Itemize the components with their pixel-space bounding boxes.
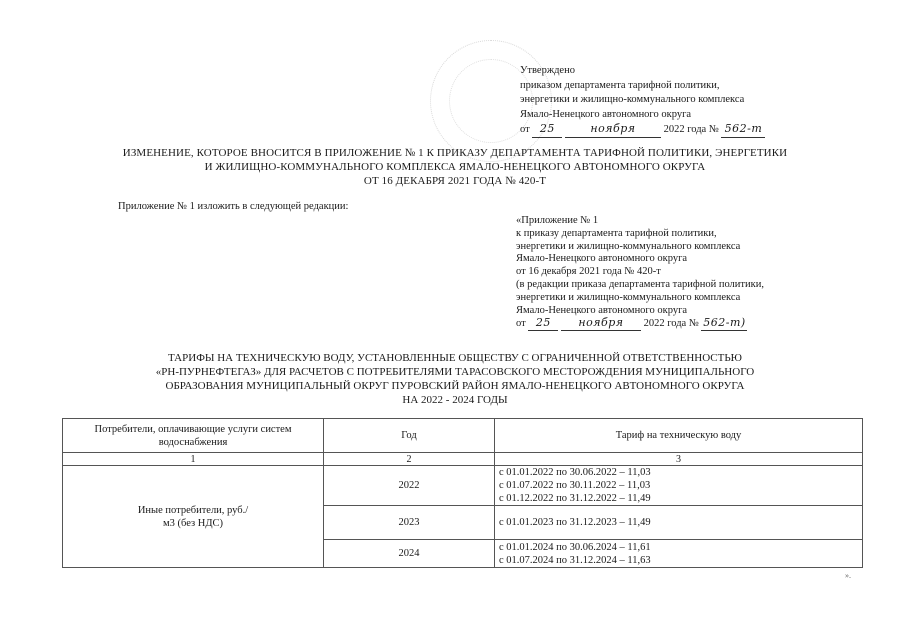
handwritten-month: ноября bbox=[561, 317, 641, 331]
tariff-period: с 01.07.2024 по 31.12.2024 – 11,63 bbox=[499, 554, 651, 566]
column-number: 3 bbox=[495, 453, 863, 466]
appendix-line: энергетики и жилищно-коммунального комплекса bbox=[516, 240, 741, 252]
tariff-period: с 01.01.2023 по 31.12.2023 – 11,49 bbox=[499, 517, 651, 528]
table-row bbox=[63, 466, 863, 506]
title-line: ИЗМЕНЕНИЕ, КОТОРОЕ ВНОСИТСЯ В ПРИЛОЖЕНИЕ № 1 К ПРИКАЗУ ДЕПАРТАМЕНТА ТАРИФНОЙ ПОЛИТИКИ, ЭНЕРГЕТИКИ bbox=[122, 147, 788, 159]
consumer-cell bbox=[63, 466, 324, 568]
tariff-cell bbox=[495, 506, 863, 540]
approval-line: приказом департамента тарифной политики, bbox=[520, 79, 720, 91]
appendix-line: Ямало-Ненецкого автономного округа bbox=[516, 304, 688, 316]
title-line: НА 2022 - 2024 ГОДЫ bbox=[402, 394, 508, 406]
handwritten-number: 562-т bbox=[721, 122, 765, 138]
header-tariff: Тариф на техническую воду bbox=[495, 419, 863, 453]
tariff-period: с 01.01.2022 по 30.06.2022 – 11,03 bbox=[499, 467, 651, 478]
tariff-period: с 01.12.2022 по 31.12.2022 – 11,49 bbox=[499, 493, 651, 504]
year-cell: 2024 bbox=[324, 540, 495, 568]
intro-text: Приложение № 1 изложить в следующей редакции: bbox=[118, 201, 349, 212]
appendix-header bbox=[516, 215, 764, 331]
tariff-period: с 01.07.2022 по 30.11.2022 – 11,03 bbox=[499, 480, 651, 491]
tariff-period: с 01.01.2024 по 30.06.2024 – 11,61 bbox=[499, 541, 651, 553]
consumer-label: Иные потребители, руб./м3 (без НДС) bbox=[137, 504, 249, 529]
header-consumers: Потребители, оплачивающие услуги систем водоснабжения bbox=[63, 419, 324, 453]
appendix-line: (в редакции приказа департамента тарифной политики, bbox=[516, 278, 764, 290]
appendix-line: «Приложение № 1 bbox=[516, 215, 599, 226]
title-line: «РН-ПУРНЕФТЕГАЗ» ДЛЯ РАСЧЕТОВ С ПОТРЕБИТЕЛЯМИ ТАРАСОВСКОГО МЕСТОРОЖДЕНИЯ МУНИЦИПАЛЬНОГО bbox=[155, 366, 755, 378]
tariff-cell bbox=[495, 466, 863, 506]
title-line: ОБРАЗОВАНИЯ МУНИЦИПАЛЬНЫЙ ОКРУГ ПУРОВСКИЙ РАЙОН ЯМАЛО-НЕНЕЦКОГО АВТОНОМНОГО ОКРУГА bbox=[165, 380, 745, 392]
appendix-line: Ямало-Ненецкого автономного округа bbox=[516, 253, 688, 265]
column-number-row bbox=[63, 453, 863, 466]
approval-line: энергетики и жилищно-коммунального комплекса bbox=[520, 94, 745, 105]
tariff-cell bbox=[495, 540, 863, 568]
appendix-line: энергетики и жилищно-коммунального комплекса bbox=[516, 291, 741, 303]
closing-mark: ». bbox=[845, 571, 851, 580]
tariff-table bbox=[62, 418, 863, 568]
approval-block bbox=[520, 64, 765, 138]
appendix-line: к приказу департамента тарифной политики, bbox=[516, 227, 717, 239]
handwritten-day: 25 bbox=[532, 122, 562, 138]
appendix-line: от 16 декабря 2021 года № 420-т bbox=[516, 266, 661, 278]
date-prefix: от bbox=[516, 318, 526, 330]
appendix-date-line bbox=[516, 317, 764, 331]
approval-line: Утверждено bbox=[520, 65, 575, 76]
approval-date-line bbox=[520, 122, 765, 138]
approval-line: Ямало-Ненецкого автономного округа bbox=[520, 108, 692, 120]
handwritten-day: 25 bbox=[528, 317, 558, 331]
title-line: ТАРИФЫ НА ТЕХНИЧЕСКУЮ ВОДУ, УСТАНОВЛЕННЫЕ ОБЩЕСТВУ С ОГРАНИЧЕННОЙ ОТВЕТСТВЕННОСТЬЮ bbox=[168, 352, 742, 364]
date-prefix: от bbox=[520, 124, 530, 135]
year-cell: 2022 bbox=[324, 466, 495, 506]
column-number: 2 bbox=[324, 453, 495, 466]
handwritten-month: ноября bbox=[565, 122, 661, 138]
document-title bbox=[40, 146, 870, 188]
title-line: И ЖИЛИЩНО-КОММУНАЛЬНОГО КОМПЛЕКСА ЯМАЛО-НЕНЕЦКОГО АВТОНОМНОГО ОКРУГА bbox=[204, 161, 706, 173]
table-header-row bbox=[63, 419, 863, 453]
title-line: ОТ 16 ДЕКАБРЯ 2021 ГОДА № 420-Т bbox=[363, 175, 547, 187]
year-text: 2022 года № bbox=[663, 124, 719, 135]
column-number: 1 bbox=[63, 453, 324, 466]
header-year: Год bbox=[324, 419, 495, 453]
tariff-title bbox=[90, 351, 820, 407]
year-cell: 2023 bbox=[324, 506, 495, 540]
year-text: 2022 года № bbox=[643, 318, 699, 330]
handwritten-number: 562-т) bbox=[703, 316, 746, 330]
